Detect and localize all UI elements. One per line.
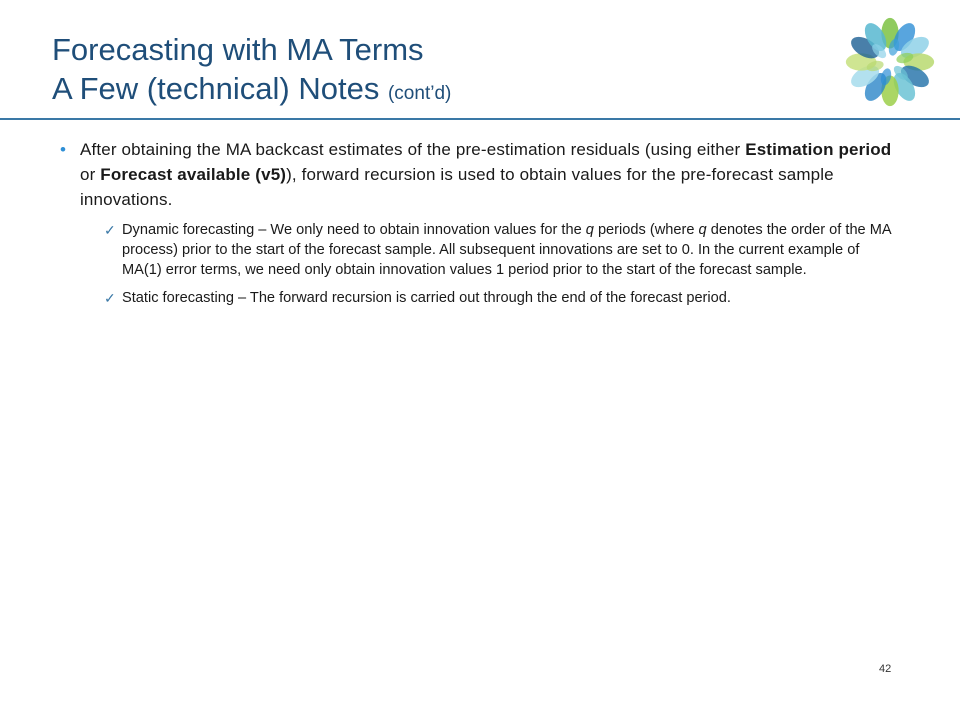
bullet-bold-estimation-period: Estimation period [745,140,892,159]
checkmark-icon: ✓ [104,290,116,306]
dynamic-italic-q1: q [585,222,594,238]
main-bullet [60,137,900,212]
page-number: 42 [879,663,892,675]
bullet-text-2: or [80,165,101,184]
slide-body [60,137,900,308]
dynamic-italic-q2: q [698,222,707,238]
dynamic-text-3: denotes the order of the MA process) prior to the start of the forecast sample. All subsequent innovations are set to 0. In the current example of MA(1) error terms, we need only obtain innovation values 1 period prior to the start of the forecast sample. [122,222,891,278]
swirl-logo-icon [842,14,938,110]
dynamic-text-2: periods (where [593,222,699,238]
slide-title [52,30,832,113]
sub-item-dynamic [60,220,900,280]
title-suffix: (cont’d) [387,83,452,104]
title-line-1: Forecasting with MA Terms [52,32,424,67]
bullet-dot-icon: • [60,140,67,159]
dynamic-text-1: Dynamic forecasting – We only need to obtain innovation values for the [122,222,586,238]
title-divider [0,118,960,120]
bullet-bold-forecast-available: Forecast available (v5) [100,165,287,184]
title-line-2-main: A Few (technical) Notes [52,71,380,106]
static-text: Static forecasting – The forward recursion is carried out through the end of the forecast period. [122,290,731,306]
checkmark-icon: ✓ [104,222,116,238]
bullet-text-3: ), forward recursion is used to obtain values for the pre-forecast sample innovations. [80,165,834,209]
sub-item-static [60,288,900,308]
title-line-2 [52,69,832,113]
bullet-text-1: After obtaining the MA backcast estimates of the pre-estimation residuals (using either [80,140,746,159]
